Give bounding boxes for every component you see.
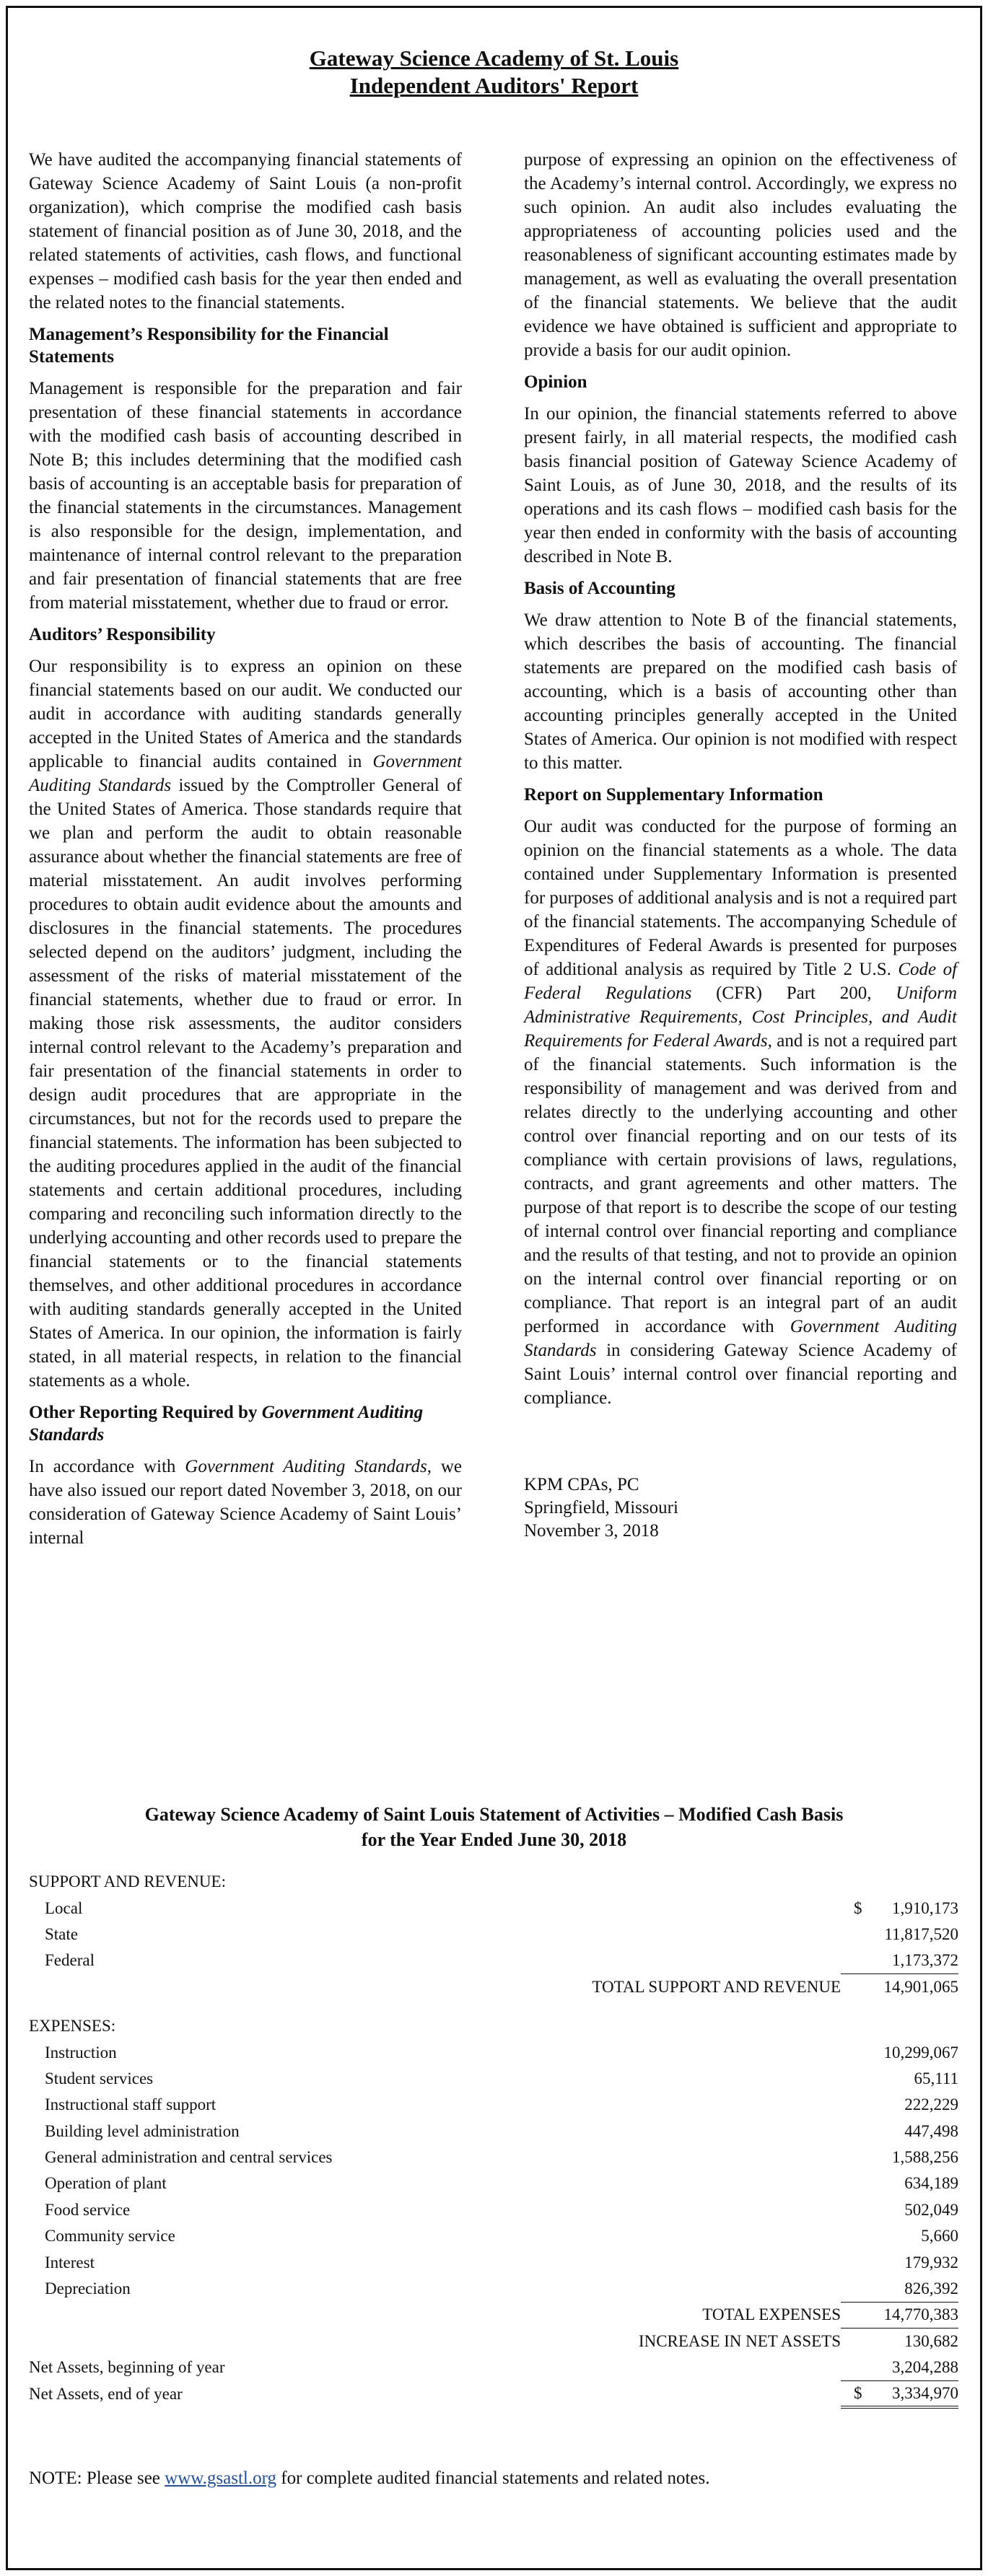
other-text-1: In accordance with [29,1457,176,1476]
statement-title-line2: for the Year Ended June 30, 2018 [361,1829,627,1850]
other-reporting-heading [29,1401,462,1446]
expense-amount: 5,660 [921,2227,958,2246]
total-expenses-row [29,2302,958,2328]
auditors-heading: Auditors’ Responsibility [29,625,216,644]
supp-text-3: and is not a required part of the financial statements. Such information is the responsibility of management and was derived from and relates directly to the underlying accounting and other control over financial reporting and on our tests of its compliance with certain provisions of laws, regulations, contracts, and grant agreements and other matters. The purpose of that report is to describe the scope of our testing of internal control over financial reporting and compliance and the results of that testing, and not to provide an opinion on the internal control over financial reporting or on compliance. That report is an integral part of an audit performed in accordance with [524,1031,958,1336]
increase-row [29,2329,958,2354]
increase-label: INCREASE IN NET ASSETS [638,2331,841,2350]
other-heading-text: Other Reporting Required by [29,1403,258,1422]
auditors-paragraph [29,654,462,1393]
expense-row [29,2039,958,2065]
revenue-amount [841,1895,958,1921]
supp-text-4: in considering Gateway Science Academy of Saint Louis’ internal control over financial reporting and compliance. [524,1341,957,1408]
signature-date: November 3, 2018 [524,1521,659,1541]
note-suffix: for complete audited financial statements and related notes. [281,2468,710,2488]
basis-paragraph: We draw attention to Note B of the financial statements, which describes the basis of accounting. The financial statements are prepared on the modified cash basis of accounting, which is a basis of accounting other than accounting principles generally accepted in the United States of America. Our opinion is not modified with respect to this matter. [524,610,957,773]
note-prefix: NOTE: Please see [29,2468,160,2488]
expense-row [29,2119,958,2145]
expense-amount: 1,588,256 [892,2148,958,2167]
intro-paragraph: We have audited the accompanying financial statements of Gateway Science Academy of Saint Louis (a non-profit organization), which comprise the modified cash basis statement of financial position as of June 30, 2018, and the related statements of activities, cash flows, and functional expenses – modified cash basis for the year then ended and the related notes to the financial statements. [29,150,462,312]
expense-label: Student services [45,2069,154,2087]
net-end-label: Net Assets, end of year [29,2384,183,2403]
supplementary-heading: Report on Supplementary Information [524,785,823,805]
supp-text-1: Our audit was conducted for the purpose of forming an opinion on the financial statements as a whole. The data contained under Supplementary Information is presented for purposes of additional analysis and is not a required part of the financial statements. The accompanying Schedule of Expenditures of Federal Awards is presented for purposes of additional analysis as required by Title 2 U.S. [524,817,957,979]
expense-amount: 634,189 [904,2174,958,2193]
net-end-row [29,2380,958,2406]
expense-amount: 222,229 [904,2095,958,2114]
expenses-heading-row [29,2013,958,2039]
support-heading-row [29,1869,958,1895]
report-title-line2: Independent Auditors' Report [349,73,639,98]
revenue-amount: 1,173,372 [841,1948,958,1973]
statement-title [0,1802,988,1852]
expense-row [29,2197,958,2223]
other-text-2: , we have also issued our report dated November 3, 2018, on our consideration of Gateway Science Academy of Saint Louis’ internal [29,1457,462,1548]
expense-label: Depreciation [45,2279,131,2298]
supplementary-paragraph [524,815,957,1410]
support-heading: SUPPORT AND REVENUE: [29,1872,226,1891]
continued-paragraph: purpose of expressing an opinion on the effectiveness of the Academy’s internal control. Accordingly, we express no such opinion. An audit also includes evaluating the appropriateness of accounting policies used and the reasonableness of significant accounting estimates made by management, as well as evaluating the overall presentation of the financial statements. We believe that the audit evidence we have obtained is sufficient and appropriate to provide a basis for our audit opinion. [524,150,957,360]
total-expenses-label: TOTAL EXPENSES [702,2305,841,2324]
net-begin-row [29,2354,958,2380]
supp-cfr-ref: Code of Federal Regulations [524,960,958,1003]
net-begin-label: Net Assets, beginning of year [29,2358,225,2377]
right-column [524,148,957,1543]
supp-text-2: (CFR) Part 200, [716,983,872,1003]
auditors-text-2: issued by the Comptroller General of the United States of America. Those standards require that we plan and perform the audit to obtain reasonable assurance about whether the financial statements are free of material misstatement. An audit involves performing procedures to obtain audit evidence about the amounts and disclosures in the financial statements. The procedures selected depend on the auditors’ judgment, including the assessment of the risks of material misstatement of the financial statements, whether due to fraud or error. In making those risk assessments, the auditor considers internal control relevant to the Academy’s preparation and fair presentation of the financial statements in order to design audit procedures that are appropriate in the circumstances, but not for the records used to prepare the financial statements. The information has been subjected to the auditing procedures applied in the audit of the financial statements and certain additional procedures, including comparing and reconciling such information directly to the underlying accounting and other records used to prepare the financial statements or to the financial statements themselves, and other additional procedures in accordance with auditing standards generally accepted in the United States of America. In our opinion, the information is fairly stated, in all material respects, in relation to the financial statements as a whole. [29,776,463,1390]
expense-amount: 65,111 [914,2069,958,2087]
expense-label: Community service [45,2227,175,2246]
mgmt-paragraph: Management is responsible for the preparation and fair presentation of these financial statements in accordance with the modified cash basis of accounting described in Note B; this includes determining that the modified cash basis of accounting is an acceptable basis for preparation of the financial statements in the circumstances. Management is also responsible for the design, implementation, and maintenance of internal control relevant to the preparation and fair presentation of financial statements that are free from material misstatement, whether due to fraud or error. [29,379,462,613]
expense-label: Interest [45,2253,95,2271]
signature-firm: KPM CPAs, PC [524,1475,639,1494]
revenue-row [29,1948,958,1973]
currency-symbol: $ [854,2383,862,2402]
expense-row [29,2066,958,2092]
footer-note [29,2468,709,2489]
mgmt-heading: Management’s Responsibility for the Financial Statements [29,325,389,367]
auditors-gas-ref: Government Auditing Standards [29,752,462,795]
basis-heading: Basis of Accounting [524,579,676,598]
auditors-text-1: Our responsibility is to express an opinion on these financial statements based on our audit. We conducted our audit in accordance with auditing standards generally accepted in the United States of America and the standards applicable to financial audits contained in [29,657,462,771]
revenue-value: 1,910,173 [892,1898,958,1917]
left-column [29,148,462,1559]
net-end-value: 3,334,970 [892,2383,958,2402]
revenue-row [29,1895,958,1921]
total-support-row [29,1974,958,2000]
total-support-amount: 14,901,065 [883,1978,958,1996]
statement-title-line1: Gateway Science Academy of Saint Louis Statement of Activities – Modified Cash Basis [144,1804,844,1825]
net-begin-amount: 3,204,288 [841,2354,958,2380]
supp-gas-ref: Government Auditing Standards [524,1317,958,1360]
statement-of-activities-table [29,1869,958,2409]
signature-city: Springfield, Missouri [524,1498,678,1517]
expense-row [29,2170,958,2196]
expense-row [29,2145,958,2170]
expenses-heading: EXPENSES: [29,2017,116,2036]
revenue-row [29,1922,958,1948]
other-heading-italic: Government Auditing Standards [29,1403,424,1445]
supp-uniform-ref: Uniform Administrative Requirements, Cost Principles, and Audit Requirements for Federal Awards, [524,983,957,1051]
expense-label: Building level administration [45,2121,240,2140]
expense-amount: 826,392 [841,2276,958,2302]
expense-row [29,2276,958,2302]
revenue-label: Local [45,1898,83,1917]
expense-amount: 447,498 [904,2121,958,2140]
revenue-label: State [45,1924,78,1943]
expense-label: Food service [45,2200,131,2219]
revenue-amount: 11,817,520 [884,1924,958,1943]
website-link[interactable]: www.gsastl.org [165,2468,276,2488]
total-support-label: TOTAL SUPPORT AND REVENUE [592,1977,841,1996]
expense-label: Instructional staff support [45,2095,217,2114]
net-end-amount [841,2380,958,2406]
opinion-heading: Opinion [524,372,587,392]
expense-label: Instruction [45,2043,117,2062]
expense-row [29,2092,958,2118]
report-title [0,45,988,100]
expense-amount: 179,932 [904,2253,958,2271]
expense-amount: 10,299,067 [883,2043,958,2062]
expense-amount: 502,049 [904,2200,958,2219]
expense-row [29,2223,958,2249]
opinion-paragraph: In our opinion, the financial statements referred to above present fairly, in all material respects, the modified cash basis financial position of Gateway Science Academy of Saint Louis, as of June 30, 2018, and the results of its operations and its cash flows – modified cash basis for the year then ended in conformity with the basis of accounting described in Note B. [524,404,957,566]
expense-label: General administration and central services [45,2148,333,2167]
total-expenses-amount: 14,770,383 [841,2302,958,2328]
expense-label: Operation of plant [45,2174,167,2193]
other-reporting-paragraph [29,1455,462,1550]
expense-row [29,2249,958,2275]
report-title-line1: Gateway Science Academy of St. Louis [309,45,679,71]
currency-symbol: $ [854,1898,862,1917]
revenue-label: Federal [45,1951,95,1970]
signature-block [524,1473,957,1543]
increase-amount: 130,682 [904,2332,958,2351]
other-gas-ref: Government Auditing Standards [185,1457,427,1476]
